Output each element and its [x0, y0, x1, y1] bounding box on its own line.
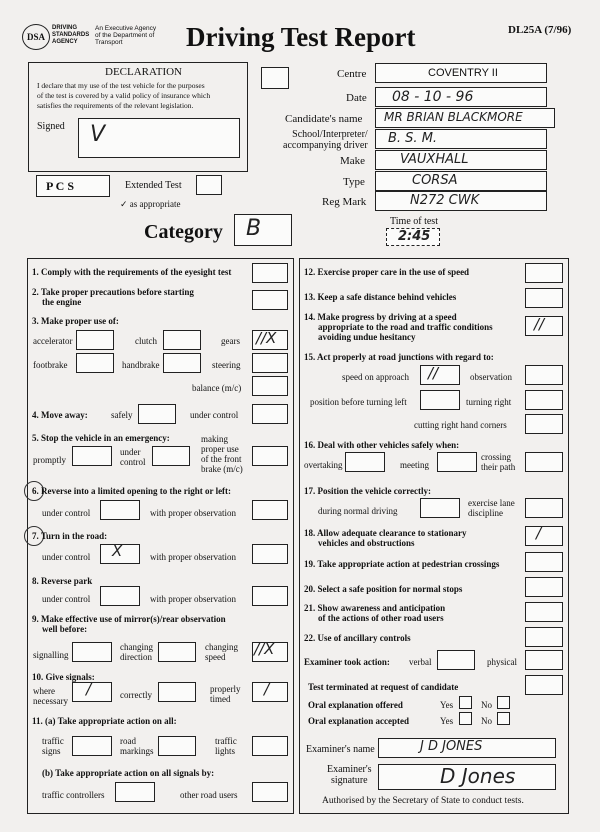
- oral-accepted-no-label: No: [481, 716, 492, 726]
- date-label: Date: [346, 92, 367, 104]
- oral-accepted-yes-box[interactable]: [459, 712, 472, 725]
- oral-offered-no-box[interactable]: [497, 696, 510, 709]
- item-20-label: 20. Select a safe position for normal stops: [304, 584, 463, 594]
- school-value: B. S. M.: [388, 131, 438, 146]
- examiner-action-label: Examiner took action:: [304, 657, 390, 667]
- footbrake-label: footbrake: [33, 360, 68, 370]
- item-8-control-label: under control: [42, 594, 91, 604]
- item-8-control-box[interactable]: [100, 586, 140, 606]
- cutting-corners-box[interactable]: [525, 414, 563, 434]
- item-19-box[interactable]: [525, 552, 563, 572]
- agency-text: An Executive Agency of the Department of Transport: [95, 25, 157, 46]
- physical-label: physical: [487, 657, 517, 667]
- item-1-box[interactable]: [252, 263, 288, 283]
- cutting-corners-label: cutting right hand corners: [414, 420, 507, 430]
- item-6-control-box[interactable]: [100, 500, 140, 520]
- school-label: School/Interpreter/ accompanying driver: [283, 129, 368, 151]
- steering-label: steering: [212, 360, 241, 370]
- item-16-label: 16. Deal with other vehicles safely when:: [304, 440, 460, 450]
- handbrake-box[interactable]: [163, 353, 201, 373]
- examiner-name-label: Examiner's name: [306, 744, 375, 755]
- pcs-text: P C S: [46, 179, 75, 193]
- blank-box: [261, 67, 289, 89]
- meeting-box[interactable]: [437, 452, 477, 472]
- traffic-lights-label: traffic lights: [215, 736, 237, 756]
- item-18-label-cont: vehicles and obstructions: [318, 538, 415, 548]
- move-away-control-label: under control: [190, 410, 239, 420]
- item-18-box[interactable]: [525, 526, 563, 546]
- item-1-label: 1. Comply with the requirements of the eyesight test: [32, 267, 232, 277]
- item-10-label: 10. Give signals:: [32, 672, 95, 682]
- traffic-signs-label: traffic signs: [42, 736, 64, 756]
- item-6-control-label: under control: [42, 508, 91, 518]
- item-6-observation-label: with proper observation: [150, 508, 236, 518]
- make-value: VAUXHALL: [400, 152, 469, 167]
- position-left-label: position before turning left: [310, 397, 407, 407]
- item-13-label: 13. Keep a safe distance behind vehicles: [304, 292, 457, 302]
- speed-approach-fault-mark: //: [428, 364, 439, 382]
- traffic-controllers-label: traffic controllers: [42, 790, 105, 800]
- road-markings-label: road markings: [120, 736, 154, 756]
- item-17-label: 17. Position the vehicle correctly:: [304, 486, 432, 496]
- overtaking-label: overtaking: [304, 460, 343, 470]
- candidate-signature: V: [90, 122, 106, 147]
- promptly-label: promptly: [33, 455, 66, 465]
- item-21-box[interactable]: [525, 602, 563, 622]
- changing-speed-label: changing speed: [205, 642, 238, 662]
- item-7-fault-mark: X: [112, 542, 123, 560]
- handbrake-label: handbrake: [122, 360, 160, 370]
- safely-label: safely: [111, 410, 133, 420]
- normal-driving-label: during normal driving: [318, 506, 398, 516]
- item-8-observation-box[interactable]: [252, 586, 288, 606]
- oral-offered-yes-label: Yes: [440, 700, 454, 710]
- item-2-box[interactable]: [252, 290, 288, 310]
- name-value: MR BRIAN BLACKMORE: [384, 110, 523, 124]
- oral-offered-yes-box[interactable]: [459, 696, 472, 709]
- item-7-observation-label: with proper observation: [150, 552, 236, 562]
- make-label: Make: [340, 155, 366, 167]
- signalling-label: signalling: [33, 650, 69, 660]
- accelerator-label: accelerator: [33, 336, 73, 346]
- properly-timed-fault-mark: /: [264, 680, 270, 698]
- terminated-box[interactable]: [525, 675, 563, 695]
- lane-discipline-box[interactable]: [525, 498, 563, 518]
- lane-discipline-label: exercise lane discipline: [468, 498, 515, 518]
- correctly-box[interactable]: [158, 682, 196, 702]
- oral-offered-no-label: No: [481, 700, 492, 710]
- traffic-signs-box[interactable]: [72, 736, 112, 756]
- name-label: Candidate's name: [285, 113, 363, 125]
- item-9-label: 9. Make effective use of mirror(s)/rear observation: [32, 614, 226, 624]
- meeting-label: meeting: [400, 460, 429, 470]
- terminated-label: Test terminated at request of candidate: [308, 682, 459, 692]
- declaration-line: I declare that my use of the test vehicle for the purposes: [37, 81, 205, 90]
- type-value: CORSA: [412, 173, 458, 188]
- gears-fault-mark: //X: [256, 329, 277, 347]
- item-8-label: 8. Reverse park: [32, 576, 93, 586]
- oral-accepted-yes-label: Yes: [440, 716, 454, 726]
- oral-accepted-no-box[interactable]: [497, 712, 510, 725]
- type-field[interactable]: [375, 171, 547, 191]
- traffic-controllers-box[interactable]: [115, 782, 155, 802]
- as-appropriate-note: ✓ as appropriate: [120, 199, 181, 209]
- form-code: DL25A (7/96): [508, 24, 572, 36]
- crossing-path-box[interactable]: [525, 452, 563, 472]
- category-label: Category: [144, 221, 223, 243]
- item-15-label: 15. Act properly at road junctions with regard to:: [304, 352, 494, 362]
- other-road-users-label: other road users: [180, 790, 238, 800]
- item-21-label-cont: of the actions of other road users: [318, 613, 444, 623]
- item-14-fault-mark: //: [534, 315, 545, 333]
- item-6-label: 6. Reverse into a limited opening to the right or left:: [32, 486, 232, 496]
- correctly-label: correctly: [120, 690, 152, 700]
- front-brake-label: making proper use of the front brake (m/c): [201, 434, 243, 474]
- reg-value: N272 CWK: [410, 193, 480, 208]
- balance-label: balance (m/c): [192, 383, 242, 393]
- steering-box[interactable]: [252, 353, 288, 373]
- item-2-label-cont: the engine: [42, 297, 82, 307]
- emergency-control-label: under control: [120, 447, 146, 467]
- org-name: DRIVING STANDARDS AGENCY: [52, 25, 90, 45]
- oral-accepted-label: Oral explanation accepted: [308, 716, 409, 726]
- item-19-label: 19. Take appropriate action at pedestrian crossings: [304, 559, 500, 569]
- crossing-path-label: crossing their path: [481, 452, 516, 472]
- examiner-name-value: J D JONES: [420, 739, 483, 754]
- dsa-logo: DSA: [22, 24, 50, 50]
- declaration-line: satisfies the requirements of the relevant legislation.: [37, 101, 194, 110]
- item-18-label: 18. Allow adequate clearance to stationary: [304, 528, 467, 538]
- type-label: Type: [343, 176, 365, 188]
- item-5-label: 5. Stop the vehicle in an emergency:: [32, 433, 170, 443]
- extended-test-box[interactable]: [196, 175, 222, 195]
- item-12-box[interactable]: [525, 263, 563, 283]
- traffic-lights-box[interactable]: [252, 736, 288, 756]
- item-7-observation-box[interactable]: [252, 544, 288, 564]
- item-6-observation-box[interactable]: [252, 500, 288, 520]
- verbal-box[interactable]: [437, 650, 475, 670]
- reg-label: Reg Mark: [322, 196, 367, 208]
- centre-label: Centre: [337, 68, 367, 80]
- item-20-box[interactable]: [525, 577, 563, 597]
- footbrake-box[interactable]: [76, 353, 114, 373]
- observation-label: observation: [470, 372, 512, 382]
- speed-approach-label: speed on approach: [342, 372, 409, 382]
- item-18-fault-mark: /: [536, 524, 542, 542]
- road-markings-box[interactable]: [158, 736, 196, 756]
- examiner-signature-label: Examiner's signature: [327, 764, 372, 786]
- item-21-label: 21. Show awareness and anticipation: [304, 603, 446, 613]
- front-brake-box[interactable]: [252, 446, 288, 466]
- declaration-line: of the test is covered by a valid policy of insurance which: [37, 91, 211, 100]
- changing-speed-fault-mark: //X: [254, 640, 275, 658]
- clutch-box[interactable]: [163, 330, 201, 350]
- item-12-label: 12. Exercise proper care in the use of speed: [304, 267, 470, 277]
- item-7-control-label: under control: [42, 552, 91, 562]
- time-label: Time of test: [390, 216, 438, 227]
- where-necessary-box[interactable]: [72, 682, 112, 702]
- signalling-box[interactable]: [72, 642, 112, 662]
- gears-label: gears: [221, 336, 240, 346]
- turning-right-box[interactable]: [525, 390, 563, 410]
- emergency-control-box[interactable]: [152, 446, 190, 466]
- declaration-heading: DECLARATION: [105, 66, 182, 78]
- time-value: 2:45: [398, 229, 431, 244]
- position-left-box[interactable]: [420, 390, 460, 410]
- item-3-label: 3. Make proper use of:: [32, 316, 119, 326]
- safely-box[interactable]: [138, 404, 176, 424]
- overtaking-box[interactable]: [345, 452, 385, 472]
- extended-test-label: Extended Test: [125, 180, 182, 191]
- promptly-box[interactable]: [72, 446, 112, 466]
- centre-value: COVENTRY II: [428, 67, 498, 79]
- where-necessary-fault-mark: /: [86, 680, 92, 698]
- item-14-label-cont2: avoiding undue hesitancy: [318, 332, 416, 342]
- verbal-label: verbal: [409, 657, 432, 667]
- page-title: Driving Test Report: [186, 22, 416, 52]
- balance-box[interactable]: [252, 376, 288, 396]
- speed-approach-box[interactable]: [420, 365, 460, 385]
- authorised-note: Authorised by the Secretary of State to conduct tests.: [322, 796, 524, 806]
- date-value: 08 - 10 - 96: [392, 89, 474, 105]
- item-8-observation-label: with proper observation: [150, 594, 236, 604]
- category-value: B: [246, 216, 262, 241]
- move-away-control-box[interactable]: [252, 404, 288, 424]
- item-7-label: 7. Turn in the road:: [32, 531, 108, 541]
- item-9-label-cont: well before:: [42, 624, 88, 634]
- item-11a-label: 11. (a) Take appropriate action on all:: [32, 716, 177, 726]
- examiner-signature-value: D Jones: [440, 764, 516, 788]
- properly-timed-box[interactable]: [252, 682, 288, 702]
- item-4-label: 4. Move away:: [32, 410, 88, 420]
- item-14-label-cont: appropriate to the road and traffic conditions: [318, 322, 493, 332]
- item-14-label: 14. Make progress by driving at a speed: [304, 312, 457, 322]
- item-11b-label: (b) Take appropriate action on all signals by:: [42, 768, 215, 778]
- other-road-users-box[interactable]: [252, 782, 288, 802]
- category-field[interactable]: [234, 214, 292, 246]
- where-necessary-label: where necessary: [33, 686, 68, 706]
- signed-label: Signed: [37, 121, 65, 132]
- properly-timed-label: properly timed: [210, 684, 241, 704]
- accelerator-box[interactable]: [76, 330, 114, 350]
- physical-box[interactable]: [525, 650, 563, 670]
- item-13-box[interactable]: [525, 288, 563, 308]
- item-22-box[interactable]: [525, 627, 563, 647]
- observation-box[interactable]: [525, 365, 563, 385]
- item-22-label: 22. Use of ancillary controls: [304, 633, 411, 643]
- clutch-label: clutch: [135, 336, 157, 346]
- normal-driving-box[interactable]: [420, 498, 460, 518]
- changing-direction-label: changing direction: [120, 642, 153, 662]
- oral-offered-label: Oral explanation offered: [308, 700, 403, 710]
- item-2-label: 2. Take proper precautions before starting: [32, 287, 194, 297]
- changing-direction-box[interactable]: [158, 642, 196, 662]
- turning-right-label: turning right: [466, 397, 512, 407]
